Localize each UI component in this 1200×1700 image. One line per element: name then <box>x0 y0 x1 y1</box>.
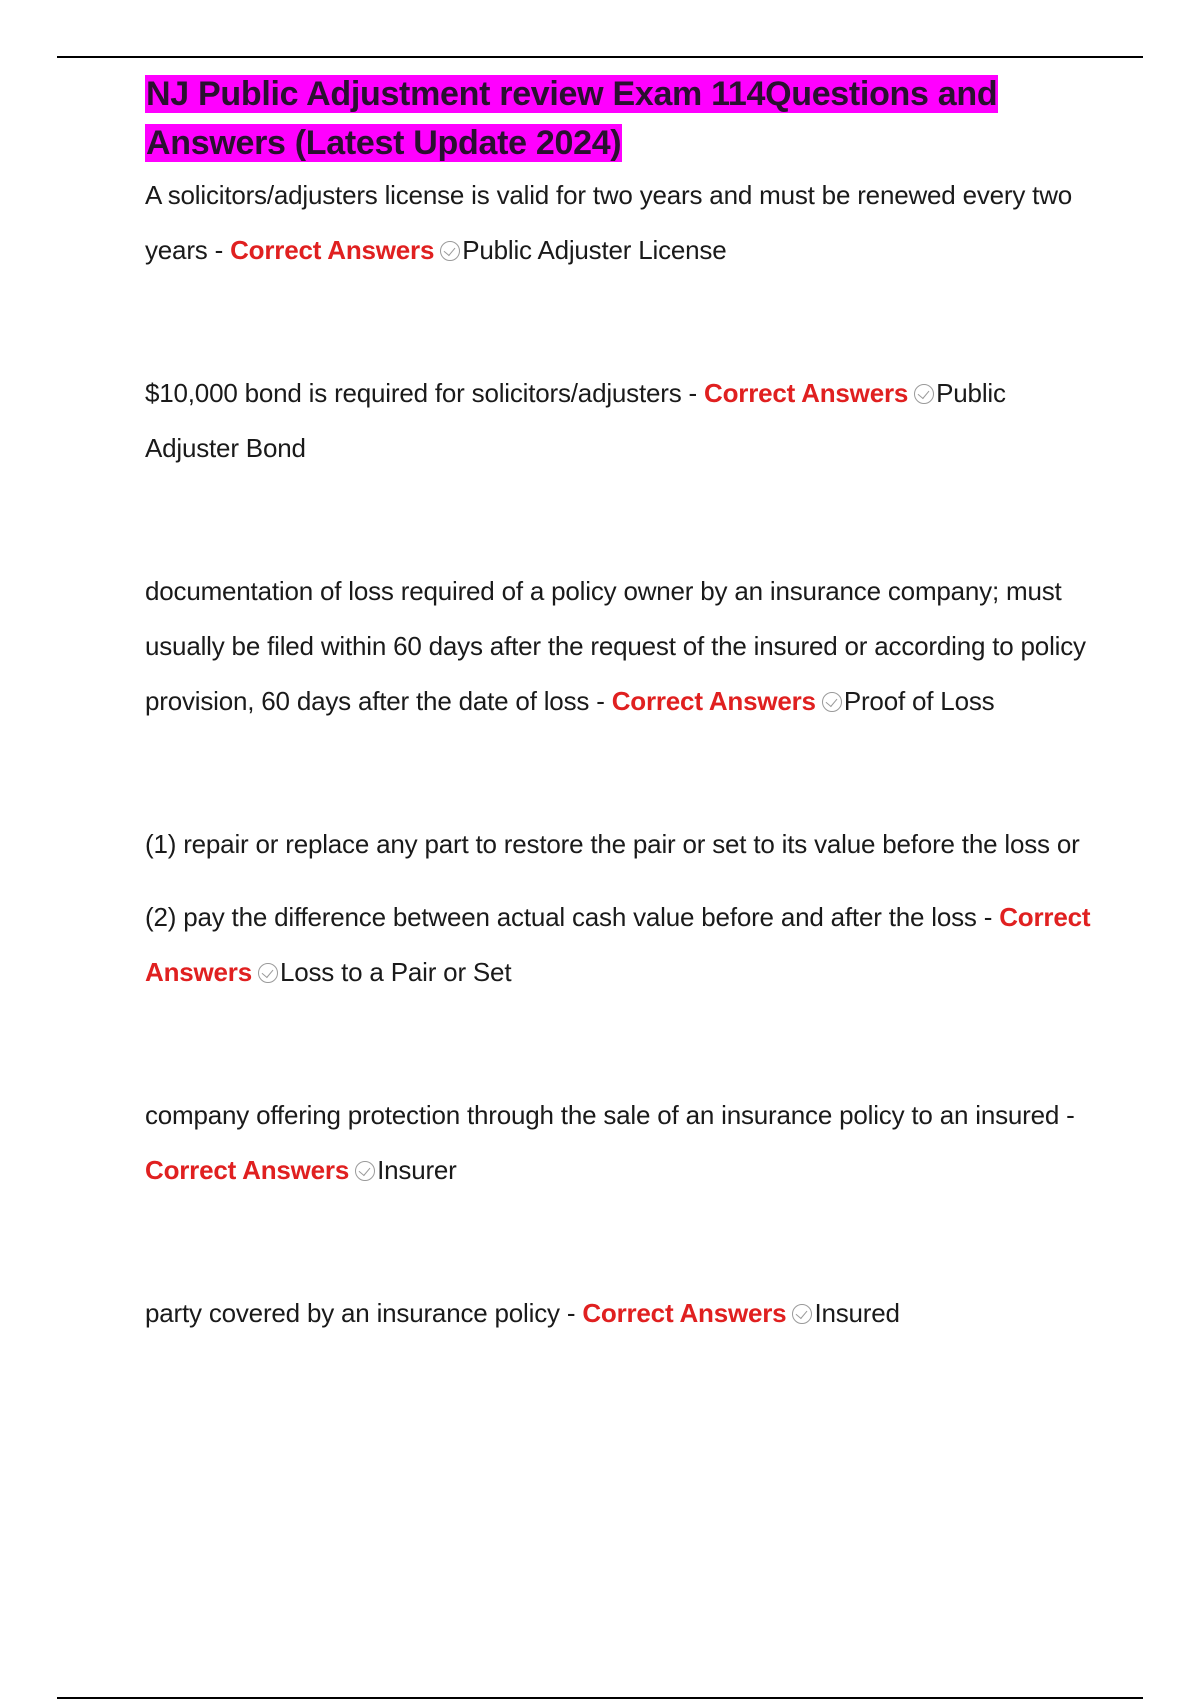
qa-item-1 <box>145 168 1105 278</box>
correct-answers-label: Correct Answers <box>704 378 909 408</box>
qa-item-6 <box>145 1286 1105 1341</box>
question-part-2: (2) pay the difference between actual cash value before and after the loss <box>145 902 977 932</box>
correct-answers-label: Correct Answers <box>582 1298 787 1328</box>
bottom-divider <box>57 1697 1143 1699</box>
separator: - <box>589 686 612 716</box>
correct-answers-label: Correct Answers <box>230 235 435 265</box>
check-circle-icon <box>822 692 842 712</box>
check-circle-icon <box>440 241 460 261</box>
title-highlight: NJ Public Adjustment review Exam 114Questions and Answers (Latest Update 2024) <box>146 75 998 162</box>
answer-text: Insurer <box>377 1155 457 1185</box>
question-part-1: (1) repair or replace any part to restore the pair or set to its value before the loss or <box>145 829 1080 859</box>
qa-item-3 <box>145 564 1105 729</box>
answer-text: Public Adjuster License <box>462 235 727 265</box>
separator: - <box>1059 1100 1075 1130</box>
qa-item-5 <box>145 1088 1105 1198</box>
question-text: party covered by an insurance policy <box>145 1298 560 1328</box>
check-circle-icon <box>355 1161 375 1181</box>
separator: - <box>681 378 705 408</box>
answer-text: Loss to a Pair or Set <box>279 957 512 987</box>
correct-answers-label: Correct Answers <box>145 902 1091 987</box>
check-circle-icon <box>258 963 278 983</box>
check-circle-icon <box>792 1304 812 1324</box>
qa-item-4 <box>145 817 1105 1000</box>
question-text: A solicitors/adjusters license is valid for two years and must be renewed every two years <box>145 180 1073 265</box>
separator: - <box>976 902 1000 932</box>
separator: - <box>207 235 231 265</box>
answer-text: Insured <box>814 1298 900 1328</box>
answer-text: Proof of Loss <box>843 686 995 716</box>
question-text: $10,000 bond is required for solicitors/adjusters <box>145 378 682 408</box>
qa-item-2 <box>145 366 1105 476</box>
check-circle-icon <box>914 384 934 404</box>
document-body <box>145 70 1105 1341</box>
correct-answers-label: Correct Answers <box>611 686 816 716</box>
question-text: documentation of loss required of a policy owner by an insurance company; must usually be filed within 60 days after the request of the insured or according to policy provision, 60 days after the date of loss <box>145 576 1086 716</box>
correct-answers-label: Correct Answers <box>145 1155 350 1185</box>
top-divider <box>57 56 1143 58</box>
separator: - <box>559 1298 583 1328</box>
page-title <box>145 70 1105 168</box>
question-text: company offering protection through the sale of an insurance policy to an insured <box>145 1100 1060 1130</box>
answer-text: Public Adjuster Bond <box>145 378 1006 463</box>
